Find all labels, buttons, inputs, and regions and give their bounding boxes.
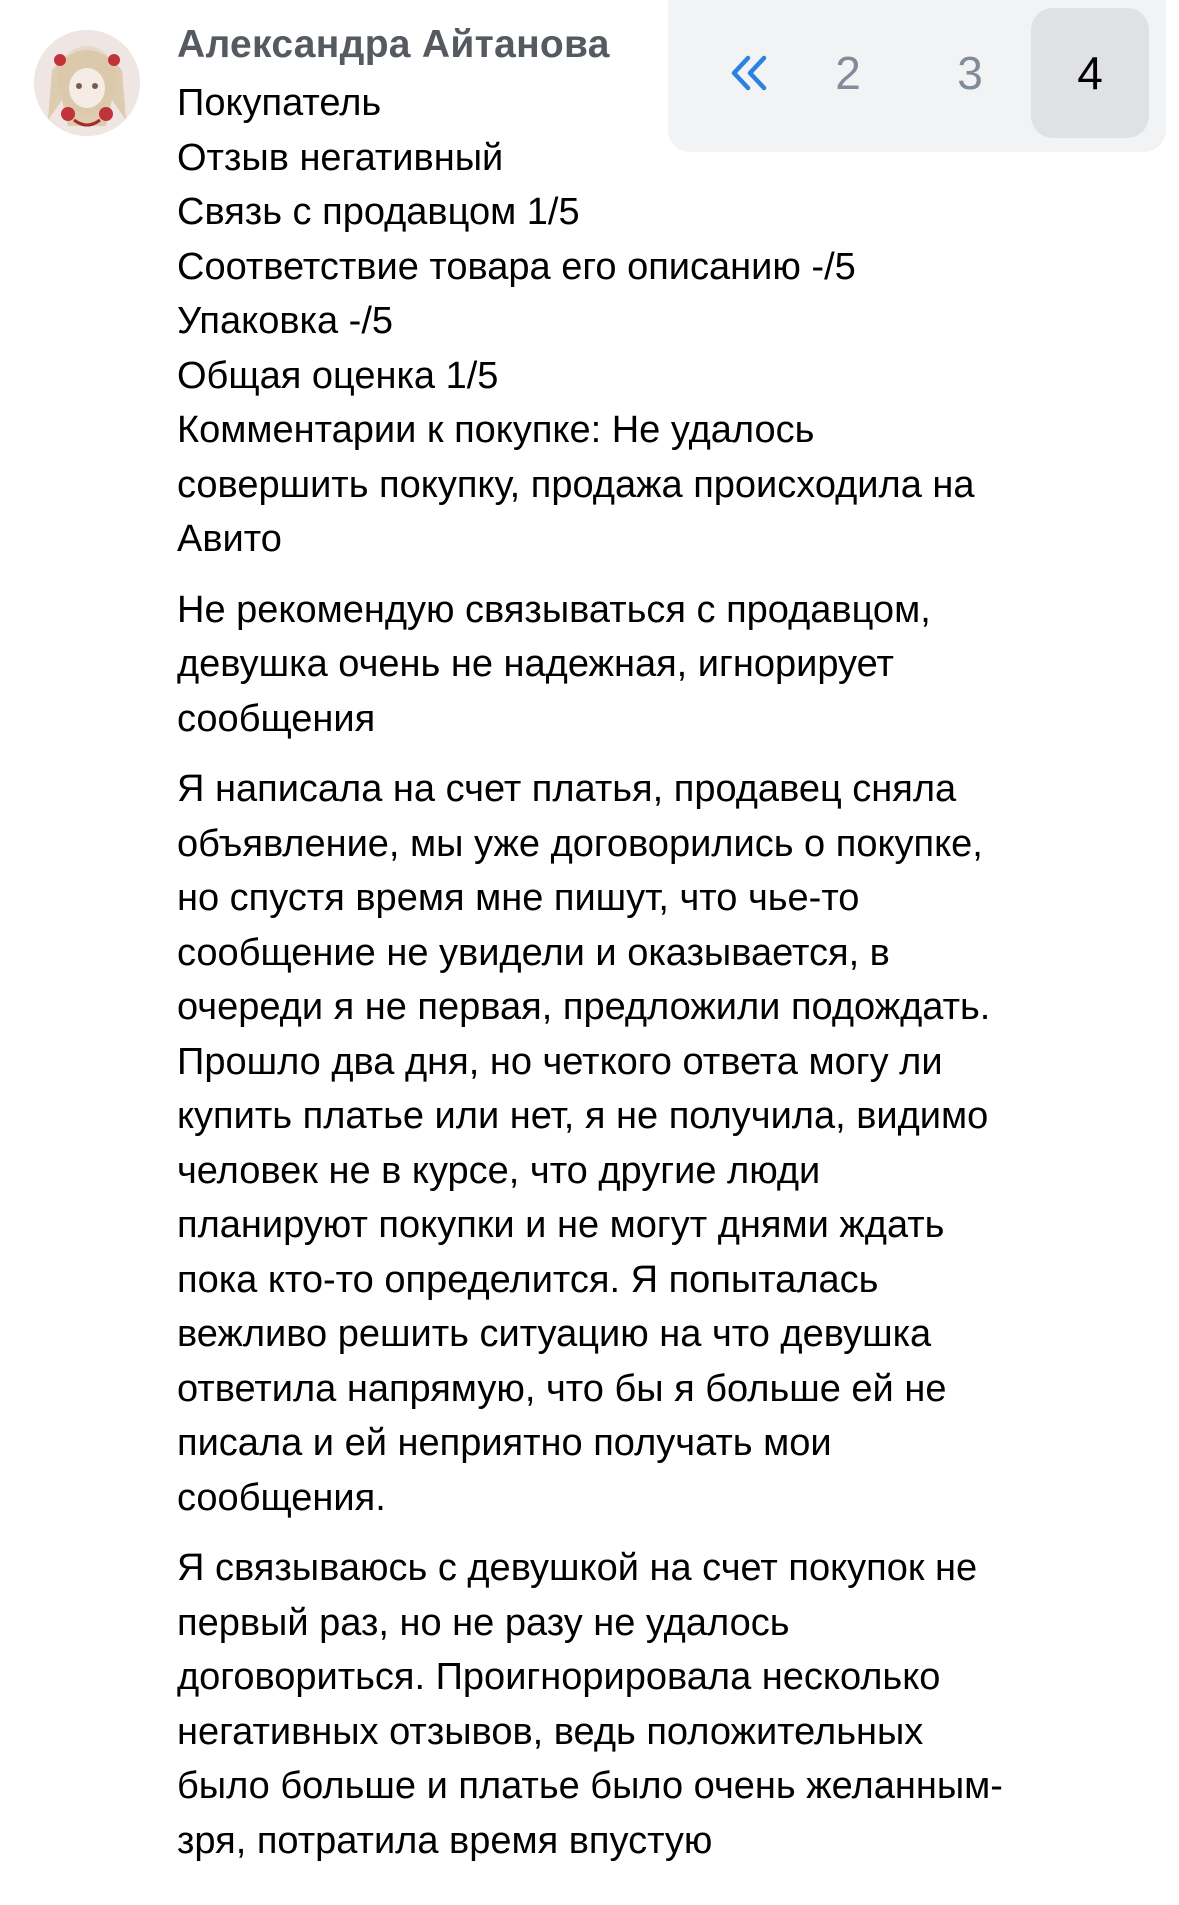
paragraph-line: негативных отзывов, ведь положительных xyxy=(177,1710,924,1753)
paragraph-line: пока кто-то определится. Я попыталась xyxy=(177,1258,879,1301)
paragraph-line: Не рекомендую связываться с продавцом, xyxy=(177,588,931,631)
paragraph-line: зря, потратила время впустую xyxy=(177,1819,713,1862)
author-avatar[interactable] xyxy=(34,30,140,136)
page-4-button-active[interactable]: 4 xyxy=(1031,8,1149,138)
paragraph-line: было больше и платье было очень желанным- xyxy=(177,1765,1003,1807)
paragraph-line: но спустя время мне пишут, что чье-то xyxy=(177,877,860,919)
purchase-comment-line: совершить покупку, продажа происходила на xyxy=(177,463,975,506)
review-paragraph xyxy=(177,583,1137,747)
author-name[interactable]: Александра Айтанова xyxy=(177,23,610,66)
paragraph-line: Прошло два дня, но четкого ответа могу ли xyxy=(177,1040,943,1083)
paragraph-line: писала и ей неприятно получать мои xyxy=(177,1422,832,1464)
paragraph-line: договориться. Проигнорировала несколько xyxy=(177,1656,941,1698)
review-content xyxy=(177,14,1137,1868)
paragraph-line: вежливо решить ситуацию на что девушка xyxy=(177,1313,932,1355)
review-paragraph xyxy=(177,1541,1137,1868)
paragraph-line: человек не в курсе, что другие люди xyxy=(177,1149,821,1192)
page-3-button[interactable]: 3 xyxy=(957,47,983,99)
review-paragraph xyxy=(177,762,1137,1525)
paragraph-line: купить платье или нет, я не получила, видимо xyxy=(177,1095,989,1137)
paragraph-line: Я связываюсь с девушкой на счет покупок не xyxy=(177,1547,978,1589)
paragraph-line: первый раз, но не разу не удалось xyxy=(177,1601,790,1644)
paragraph-line: ответила напрямую, что бы я больше ей не xyxy=(177,1367,947,1410)
avatar-illustration xyxy=(34,30,140,136)
paragraph-line: очереди я не первая, предложили подождать. xyxy=(177,986,991,1028)
paragraph-line: девушка очень не надежная, игнорирует xyxy=(177,643,894,685)
role-line: Покупатель xyxy=(177,82,382,124)
paragraph-line: сообщение не увидели и оказывается, в xyxy=(177,931,890,974)
purchase-comment-line: Комментарии к покупке: Не удалось xyxy=(177,409,815,451)
paragraph-line: сообщения. xyxy=(177,1476,386,1519)
paragraph-line: сообщения xyxy=(177,697,376,740)
purchase-comment-line: Авито xyxy=(177,518,282,560)
description-match-rating: Соответствие товара его описанию -/5 xyxy=(177,245,856,288)
packaging-rating: Упаковка -/5 xyxy=(177,300,394,342)
paragraph-line: планируют покупки и не могут днями ждать xyxy=(177,1204,945,1246)
review-header xyxy=(177,76,1137,567)
overall-rating: Общая оценка 1/5 xyxy=(177,354,499,397)
seller-contact-rating: Связь с продавцом 1/5 xyxy=(177,191,580,233)
page-2-button[interactable]: 2 xyxy=(835,47,861,99)
paragraph-line: объявление, мы уже договорились о покупке, xyxy=(177,822,983,865)
paragraph-line: Я написала на счет платья, продавец сняла xyxy=(177,768,957,810)
review-type-line: Отзыв негативный xyxy=(177,136,504,179)
